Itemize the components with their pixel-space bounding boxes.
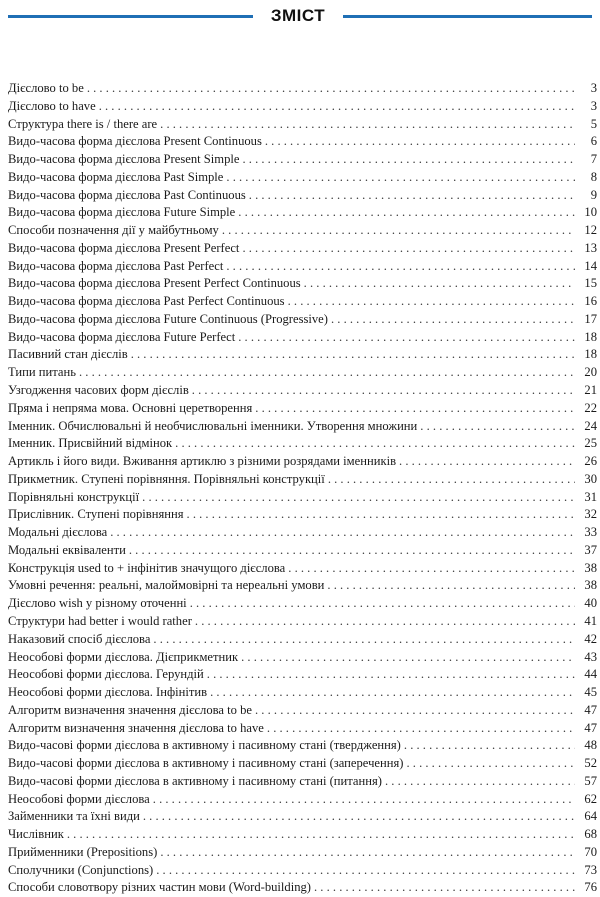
toc-entry-page-number: 18 xyxy=(584,347,597,362)
toc-entry-title: Способи позначення дії у майбутньому xyxy=(8,222,222,240)
toc-entry-title: Неособові форми дієслова. Інфінітив xyxy=(8,684,210,702)
dot-leader xyxy=(404,737,575,755)
toc-entry-title: Видо-часова форма дієслова Present Continuous xyxy=(8,133,265,151)
toc-entry-title: Пряма і непряма мова. Основні цеpетворення xyxy=(8,400,255,418)
toc-entry[interactable] xyxy=(8,240,597,258)
toc-entry-title: Алгоритм визначення значення дієслова to be xyxy=(8,702,255,720)
toc-entry-title: Прислівник. Ступені порівняння xyxy=(8,506,187,524)
toc-entry[interactable] xyxy=(8,364,597,382)
dot-leader xyxy=(241,649,575,667)
toc-entry-page-number: 43 xyxy=(584,649,597,664)
toc-entry-page-number: 14 xyxy=(584,258,597,273)
dot-leader xyxy=(210,684,575,702)
toc-entry-page-number: 68 xyxy=(584,827,597,842)
toc-entry-page-number: 42 xyxy=(584,631,597,646)
toc-entry-page-number: 57 xyxy=(584,773,597,788)
toc-entry-title: Видо-часова форма дієслова Future Perfect xyxy=(8,329,238,347)
dot-leader xyxy=(160,844,575,862)
toc-entry-title: Модальні еквіваленти xyxy=(8,542,129,560)
toc-entry-page-number: 3 xyxy=(590,98,597,113)
toc-entry-title: Способи словотвору різних частин мови (Word-building) xyxy=(8,879,314,897)
dot-leader xyxy=(187,506,575,524)
toc-entry-page-number: 13 xyxy=(584,240,597,255)
page-title: ЗМІСТ xyxy=(270,6,326,25)
toc-entry-title: Займенники та їхні види xyxy=(8,808,143,826)
toc-entry[interactable] xyxy=(8,791,597,809)
toc-entry-page-number: 3 xyxy=(590,81,597,95)
toc-entry-title: Видо-часова форма дієслова Past Simple xyxy=(8,169,226,187)
toc-entry[interactable] xyxy=(8,737,597,755)
dot-leader xyxy=(267,720,575,738)
toc-entry[interactable] xyxy=(8,169,597,187)
toc-entry-page-number: 40 xyxy=(584,596,597,611)
dot-leader xyxy=(175,435,575,453)
toc-entry-title: Неособові форми дієслова xyxy=(8,791,153,809)
dot-leader xyxy=(222,222,575,240)
toc-entry[interactable] xyxy=(8,293,597,311)
toc-entry[interactable] xyxy=(8,844,597,862)
toc-entry-page-number: 30 xyxy=(584,471,597,486)
dot-leader xyxy=(288,560,575,578)
dot-leader xyxy=(143,808,575,826)
toc-entry[interactable] xyxy=(8,204,597,222)
toc-entry-page-number: 6 xyxy=(590,134,597,149)
toc-entry-page-number: 32 xyxy=(584,507,597,522)
toc-entry[interactable] xyxy=(8,666,597,684)
toc-entry-page-number: 48 xyxy=(584,738,597,753)
dot-leader xyxy=(288,293,575,311)
table-of-contents xyxy=(8,80,597,897)
toc-entry-title: Конструкція used to + інфінітив значущого дієслова xyxy=(8,560,288,578)
toc-entry-page-number: 21 xyxy=(584,383,597,398)
toc-entry-title: Видо-часова форма дієслова Present Perfect xyxy=(8,240,242,258)
toc-entry-title: Умовні речення: реальні, малоймовірні та нереальні умови xyxy=(8,577,327,595)
dot-leader xyxy=(79,364,575,382)
toc-entry-page-number: 38 xyxy=(584,578,597,593)
toc-entry-page-number: 9 xyxy=(590,187,597,202)
dot-leader xyxy=(99,98,575,116)
toc-entry-title: Дієслово to be xyxy=(8,80,87,98)
toc-entry-title: Видо-часові форми дієслова в активному і пасивному стані (твердження) xyxy=(8,737,404,755)
toc-entry[interactable] xyxy=(8,329,597,347)
toc-entry-title: Дієслово wish у різному оточенні xyxy=(8,595,190,613)
toc-entry[interactable] xyxy=(8,773,597,791)
toc-entry[interactable] xyxy=(8,133,597,151)
toc-entry-title: Видо-часова форма дієслова Present Perfect Continuous xyxy=(8,275,304,293)
dot-leader xyxy=(87,80,575,98)
toc-entry-page-number: 5 xyxy=(590,116,597,131)
toc-entry[interactable] xyxy=(8,98,597,116)
dot-leader xyxy=(153,791,575,809)
toc-entry[interactable] xyxy=(8,808,597,826)
dot-leader xyxy=(142,489,575,507)
dot-leader xyxy=(249,187,575,205)
toc-entry-title: Видо-часова форма дієслова Past Continuous xyxy=(8,187,249,205)
toc-entry[interactable] xyxy=(8,382,597,400)
toc-entry-page-number: 16 xyxy=(584,294,597,309)
toc-entry[interactable] xyxy=(8,418,597,436)
toc-entry-page-number: 7 xyxy=(590,152,597,167)
toc-entry-page-number: 41 xyxy=(584,613,597,628)
dot-leader xyxy=(399,453,575,471)
toc-entry-page-number: 44 xyxy=(584,667,597,682)
toc-entry-page-number: 47 xyxy=(584,720,597,735)
toc-entry[interactable] xyxy=(8,560,597,578)
toc-entry-title: Числівник xyxy=(8,826,67,844)
toc-entry[interactable] xyxy=(8,826,597,844)
dot-leader xyxy=(226,258,575,276)
dot-leader xyxy=(226,169,575,187)
toc-entry[interactable] xyxy=(8,453,597,471)
toc-entry[interactable] xyxy=(8,275,597,293)
toc-entry-page-number: 37 xyxy=(584,542,597,557)
toc-entry[interactable] xyxy=(8,506,597,524)
toc-entry-title: Неособові форми дієслова. Герундій xyxy=(8,666,207,684)
toc-entry-title: Видо-часові форми дієслова в активному і пасивному стані (питання) xyxy=(8,773,385,791)
toc-entry[interactable] xyxy=(8,435,597,453)
toc-entry[interactable] xyxy=(8,595,597,613)
toc-entry[interactable] xyxy=(8,311,597,329)
dot-leader xyxy=(265,133,575,151)
toc-entry-title: Іменник. Присвійний відмінок xyxy=(8,435,175,453)
toc-entry-title: Видо-часова форма дієслова Past Perfect Continuous xyxy=(8,293,288,311)
header-rule-left xyxy=(8,15,253,18)
toc-entry[interactable] xyxy=(8,116,597,134)
toc-entry-page-number: 12 xyxy=(584,223,597,238)
toc-entry[interactable] xyxy=(8,542,597,560)
toc-entry-title: Видо-часова форма дієслова Present Simple xyxy=(8,151,242,169)
dot-leader xyxy=(190,595,575,613)
dot-leader xyxy=(255,702,575,720)
toc-entry-page-number: 17 xyxy=(584,311,597,326)
dot-leader xyxy=(238,329,575,347)
toc-entry-title: Артикль і його види. Вживання артиклю з різними розрядами іменників xyxy=(8,453,399,471)
toc-entry-title: Неособові форми дієслова. Дієприкметник xyxy=(8,649,241,667)
toc-entry-page-number: 25 xyxy=(584,436,597,451)
dot-leader xyxy=(420,418,575,436)
dot-leader xyxy=(314,879,575,897)
toc-entry-page-number: 38 xyxy=(584,560,597,575)
dot-leader xyxy=(195,613,575,631)
toc-entry[interactable] xyxy=(8,702,597,720)
toc-entry-title: Прийменники (Prepositions) xyxy=(8,844,160,862)
toc-entry-title: Структури had better і would rather xyxy=(8,613,195,631)
contents-header xyxy=(0,4,600,28)
toc-entry-page-number: 70 xyxy=(584,844,597,859)
dot-leader xyxy=(327,577,575,595)
toc-entry[interactable] xyxy=(8,720,597,738)
toc-entry[interactable] xyxy=(8,684,597,702)
toc-entry-page-number: 8 xyxy=(590,169,597,184)
toc-entry-page-number: 45 xyxy=(584,685,597,700)
toc-entry[interactable] xyxy=(8,346,597,364)
dot-leader xyxy=(238,204,575,222)
toc-entry[interactable] xyxy=(8,649,597,667)
toc-entry-page-number: 73 xyxy=(584,862,597,877)
dot-leader xyxy=(192,382,575,400)
dot-leader xyxy=(255,400,575,418)
toc-entry-title: Структура there is / there are xyxy=(8,116,160,134)
toc-entry-page-number: 22 xyxy=(584,400,597,415)
dot-leader xyxy=(242,240,575,258)
dot-leader xyxy=(153,631,575,649)
dot-leader xyxy=(331,311,575,329)
toc-entry-page-number: 62 xyxy=(584,791,597,806)
dot-leader xyxy=(242,151,575,169)
toc-entry[interactable] xyxy=(8,400,597,418)
toc-entry-title: Алгоритм визначення значення дієслова to have xyxy=(8,720,267,738)
toc-entry[interactable] xyxy=(8,489,597,507)
toc-entry-title: Типи питань xyxy=(8,364,79,382)
toc-entry[interactable] xyxy=(8,471,597,489)
toc-entry-page-number: 24 xyxy=(584,418,597,433)
toc-entry-title: Видо-часова форма дієслова Future Continuous (Progressive) xyxy=(8,311,331,329)
dot-leader xyxy=(156,862,575,880)
toc-entry[interactable] xyxy=(8,577,597,595)
dot-leader xyxy=(110,524,575,542)
toc-entry-page-number: 47 xyxy=(584,702,597,717)
toc-entry-page-number: 31 xyxy=(584,489,597,504)
dot-leader xyxy=(328,471,575,489)
toc-entry[interactable] xyxy=(8,755,597,773)
toc-entry-title: Порівняльні конструкції xyxy=(8,489,142,507)
toc-entry[interactable] xyxy=(8,258,597,276)
toc-entry[interactable] xyxy=(8,631,597,649)
toc-entry-title: Прикметник. Ступені порівняння. Порівняльні конструкції xyxy=(8,471,328,489)
toc-entry-title: Іменник. Обчислювальні й необчислювальні іменники. Утворення множини xyxy=(8,418,420,436)
toc-entry[interactable] xyxy=(8,524,597,542)
toc-entry[interactable] xyxy=(8,151,597,169)
toc-entry-page-number: 20 xyxy=(584,365,597,380)
dot-leader xyxy=(406,755,575,773)
header-rule-right xyxy=(343,15,592,18)
toc-entry[interactable] xyxy=(8,80,597,98)
toc-entry-page-number: 64 xyxy=(584,809,597,824)
toc-entry-page-number: 15 xyxy=(584,276,597,291)
toc-entry[interactable] xyxy=(8,879,597,897)
toc-entry-title: Видо-часова форма дієслова Past Perfect xyxy=(8,258,226,276)
toc-entry[interactable] xyxy=(8,222,597,240)
toc-entry-page-number: 52 xyxy=(584,756,597,771)
toc-entry[interactable] xyxy=(8,862,597,880)
toc-entry-page-number: 18 xyxy=(584,329,597,344)
toc-entry-page-number: 33 xyxy=(584,525,597,540)
toc-entry-title: Дієслово to have xyxy=(8,98,99,116)
toc-entry-title: Видо-часові форми дієслова в активному і пасивному стані (заперечення) xyxy=(8,755,406,773)
dot-leader xyxy=(207,666,575,684)
toc-entry-title: Видо-часова форма дієслова Future Simple xyxy=(8,204,238,222)
dot-leader xyxy=(160,116,575,134)
dot-leader xyxy=(304,275,575,293)
toc-entry-title: Сполучники (Conjunctions) xyxy=(8,862,156,880)
toc-entry[interactable] xyxy=(8,613,597,631)
toc-entry-page-number: 76 xyxy=(584,880,597,895)
dot-leader xyxy=(67,826,575,844)
toc-entry[interactable] xyxy=(8,187,597,205)
toc-entry-title: Модальні дієслова xyxy=(8,524,110,542)
dot-leader xyxy=(129,542,575,560)
toc-entry-page-number: 26 xyxy=(584,454,597,469)
toc-entry-page-number: 10 xyxy=(584,205,597,220)
dot-leader xyxy=(385,773,575,791)
dot-leader xyxy=(131,346,575,364)
toc-entry-title: Пасивний стан дієслів xyxy=(8,346,131,364)
toc-entry-title: Узгодження часових форм дієслів xyxy=(8,382,192,400)
toc-entry-title: Наказовий спосіб дієслова xyxy=(8,631,153,649)
